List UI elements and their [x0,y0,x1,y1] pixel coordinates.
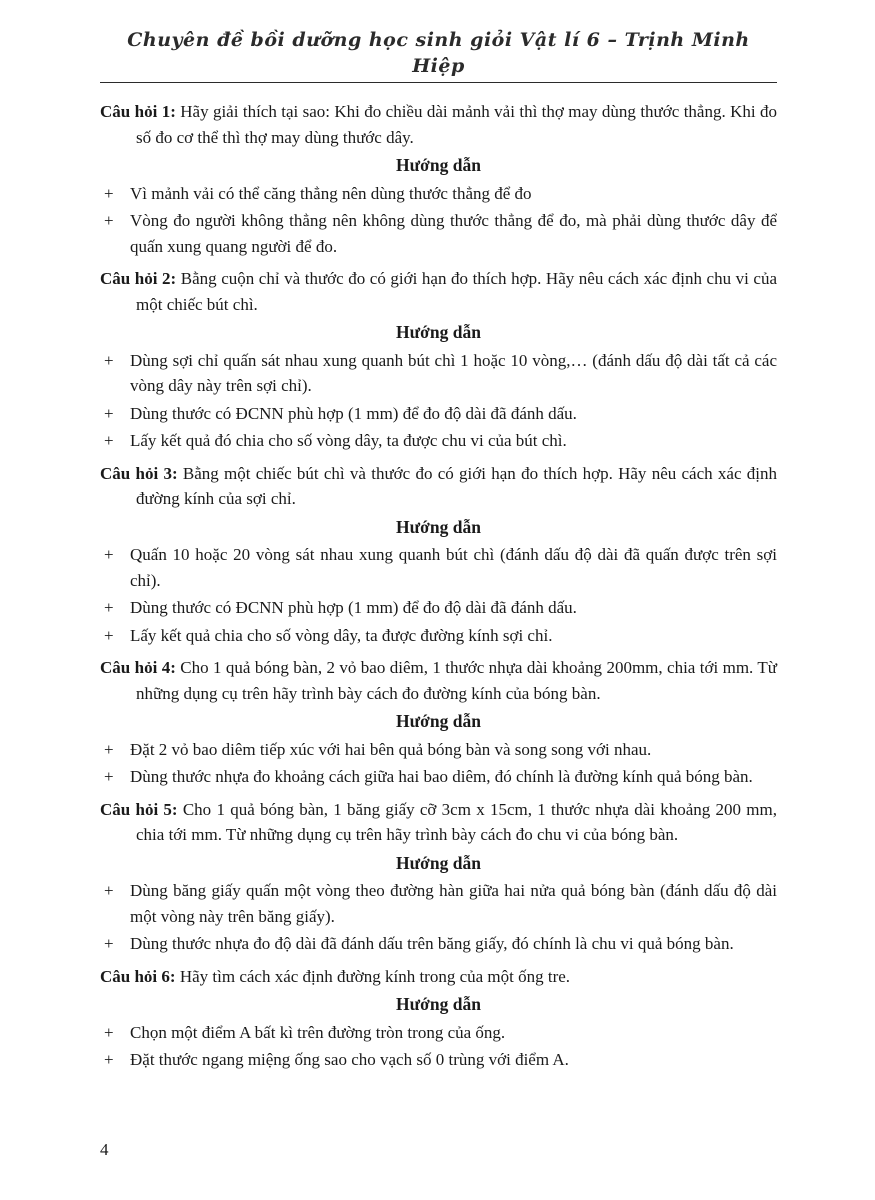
question-label: Câu hỏi 2: [100,269,181,288]
answer-bullet [100,348,777,399]
question-label: Câu hỏi 6: [100,966,180,986]
guide-heading: Hướng dẫn [396,155,481,175]
question-paragraph [100,964,777,990]
question-label: Câu hỏi 4: [100,658,181,677]
answer-bullet [100,878,777,929]
answer-bullet [100,1047,777,1073]
bullet-text: Dùng thước nhựa đo khoảng cách giữa hai bao diêm, đó chính là đường kính quả bóng bàn. [130,767,753,786]
answer-bullet [100,623,777,649]
plus-marker: + [104,403,114,423]
guide-heading: Hướng dẫn [396,322,481,342]
bullet-text: Lấy kết quả chia cho số vòng dây, ta được đường kính sợi chỉ. [130,625,553,645]
question-label: Câu hỏi 3: [100,463,183,483]
plus-marker: + [104,183,114,203]
question-text: Bằng một chiếc bút chì và thước đo có giới hạn đo thích hợp. Hãy nêu cách xác định đường kính của sợi chỉ. [136,463,778,508]
guide-heading: Hướng dẫn [396,711,481,731]
plus-marker: + [104,739,114,759]
document-body [100,99,777,1073]
answer-bullet [100,181,777,207]
bullet-text: Vì mảnh vải có thể căng thẳng nên dùng thước thẳng để đo [130,183,532,203]
question-paragraph [100,99,777,150]
question-paragraph [100,266,777,317]
bullet-text: Đặt thước ngang miệng ống sao cho vạch số 0 trùng với điểm A. [130,1050,569,1069]
plus-marker: + [104,767,114,786]
answer-bullet [100,595,777,621]
bullet-text: Vòng đo người không thẳng nên không dùng thước thẳng để đo, mà phải dùng thước dây để quấn xung quang người để đo. [130,211,777,256]
answer-bullet [100,542,777,593]
question-text: Hãy giải thích tại sao: Khi đo chiều dài mảnh vải thì thợ may dùng thước thẳng. Khi đo số đo cơ thể thì thợ may dùng thước dây. [136,102,777,147]
question-paragraph [100,461,777,512]
guide-heading: Hướng dẫn [396,852,481,873]
bullet-text: Lấy kết quả đó chia cho số vòng dây, ta được chu vi của bút chì. [130,431,567,450]
page-number: 4 [100,1139,109,1159]
answer-bullet [100,208,777,259]
plus-marker: + [104,598,114,617]
bullet-text: Dùng thước có ĐCNN phù hợp (1 mm) để đo độ dài đã đánh dấu. [130,403,577,423]
question-label: Câu hỏi 5: [100,799,183,819]
bullet-text: Quấn 10 hoặc 20 vòng sát nhau xung quanh bút chì (đánh dấu độ dài đã quấn được trên sợi chỉ). [130,545,777,590]
answer-bullet [100,401,777,427]
answer-bullet [100,737,777,763]
question-text: Cho 1 quả bóng bàn, 2 vỏ bao diêm, 1 thước nhựa dài khoảng 200mm, chia tới mm. Từ những dụng cụ trên hãy trình bày cách đo đường kính của bóng bàn. [136,658,777,703]
plus-marker: + [104,625,114,645]
plus-marker: + [104,431,114,450]
page-header [100,28,777,83]
plus-marker: + [104,211,114,230]
bullet-text: Dùng thước nhựa đo độ dài đã đánh dấu trên băng giấy, đó chính là chu vi quả bóng bàn. [130,934,734,953]
answer-bullet [100,931,777,957]
document-content [100,28,777,1075]
plus-marker: + [104,545,114,564]
plus-marker: + [104,350,114,370]
question-label: Câu hỏi 1: [100,102,181,121]
plus-marker: + [104,881,114,900]
question-paragraph [100,655,777,706]
question-paragraph [100,797,777,848]
guide-heading: Hướng dẫn [396,516,481,537]
plus-marker: + [104,1022,114,1042]
bullet-text: Chọn một điểm A bất kì trên đường tròn trong của ống. [130,1022,506,1042]
bullet-text: Đặt 2 vỏ bao diêm tiếp xúc với hai bên quả bóng bàn và song song với nhau. [130,739,652,759]
document-title: Chuyên đề bồi dưỡng học sinh giỏi Vật lí 6 – Trịnh Minh Hiệp [100,28,777,83]
answer-bullet [100,1020,777,1046]
bullet-text: Dùng thước có ĐCNN phù hợp (1 mm) để đo độ dài đã đánh dấu. [130,598,577,617]
guide-heading: Hướng dẫn [396,994,481,1014]
question-text: Hãy tìm cách xác định đường kính trong của một ống tre. [179,966,571,986]
question-text: Bằng cuộn chỉ và thước đo có giới hạn đo thích hợp. Hãy nêu cách xác định chu vi của một chiếc bút chì. [136,269,777,314]
bullet-text: Dùng sợi chỉ quấn sát nhau xung quanh bút chì 1 hoặc 10 vòng,… (đánh dấu độ dài tất cả các vòng dây này trên sợi chỉ). [130,350,777,395]
plus-marker: + [104,934,114,953]
bullet-text: Dùng băng giấy quấn một vòng theo đường hàn giữa hai nửa quả bóng bàn (đánh dấu độ dài một vòng này trên băng giấy). [130,881,777,926]
answer-bullet [100,428,777,454]
answer-bullet [100,764,777,790]
question-text: Cho 1 quả bóng bàn, 1 băng giấy cỡ 3cm x 15cm, 1 thước nhựa dài khoảng 200 mm, chia tới mm. Từ những dụng cụ trên hãy trình bày cách đo chu vi của bóng bàn. [136,799,777,844]
plus-marker: + [104,1050,114,1069]
